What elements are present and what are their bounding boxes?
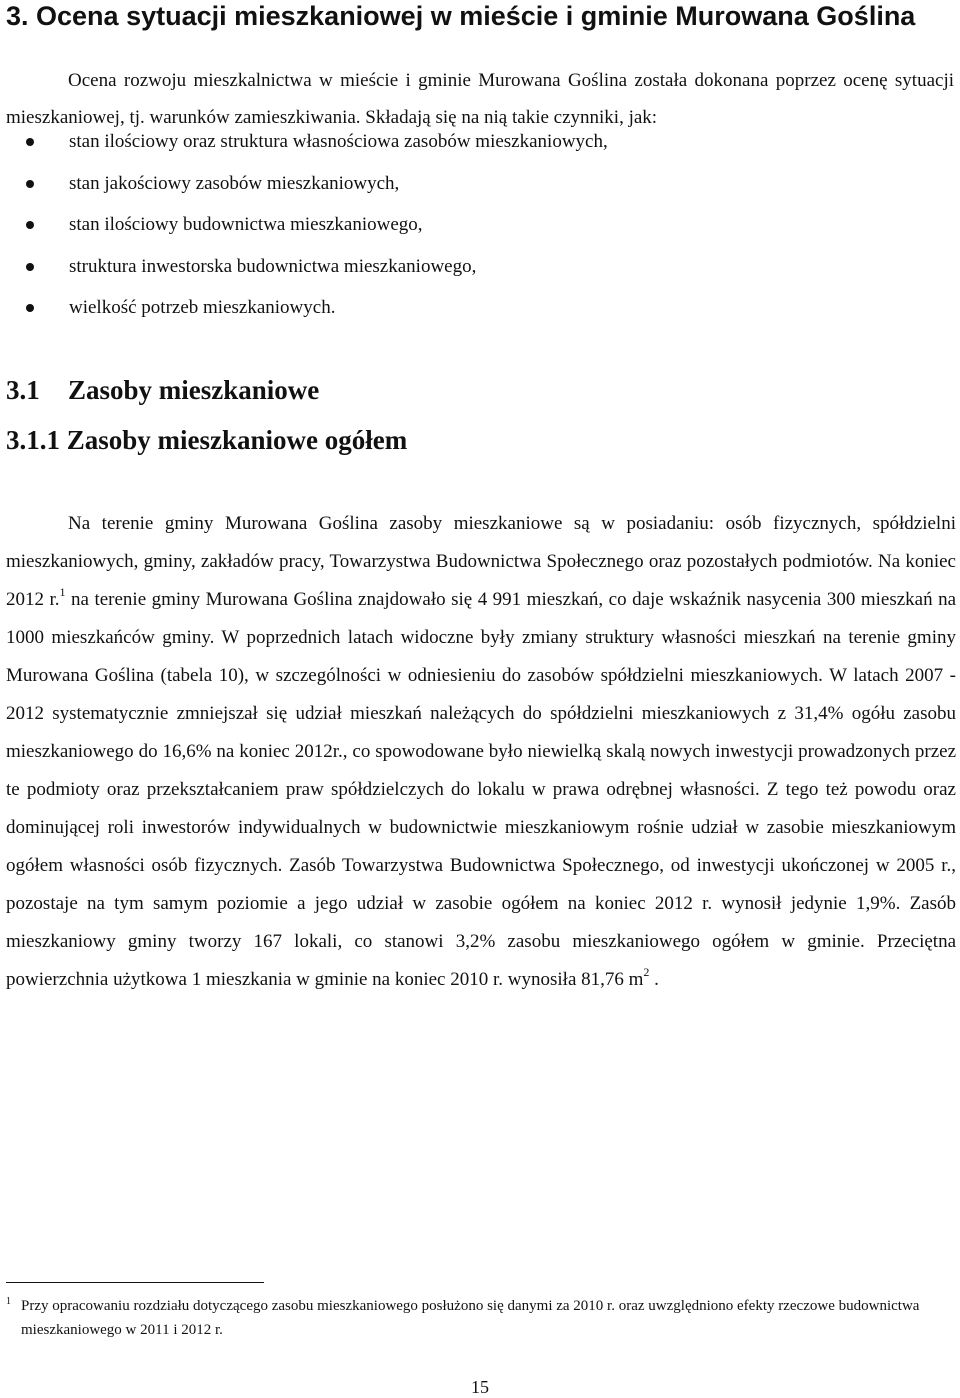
factors-list	[0, 121, 608, 329]
list-item-text: stan ilościowy budownictwa mieszkaniowego,	[69, 214, 423, 236]
body-text-part: Na terenie gminy Murowana Goślina zasoby mieszkaniowe są w posiadaniu: osób fizycznych, spółdzielni mieszkaniowych, gminy, zakładów pracy, Towarzystwa Budownictwa Społecznego oraz pozostałych podmiotów. Na koniec 2012 r.	[6, 513, 956, 610]
subsection-number: 3.1.1	[6, 425, 60, 455]
list-item	[0, 163, 608, 205]
list-item-text: struktura inwestorska budownictwa mieszkaniowego,	[69, 255, 477, 277]
subsection-title: Zasoby mieszkaniowe ogółem	[66, 425, 408, 455]
list-item	[0, 121, 608, 163]
body-text-part: na terenie gminy Murowana Goślina znajdowało się 4 991 mieszkań, co daje wskaźnik nasycenia 300 mieszkań na 1000 mieszkańców gminy. W poprzednich latach widoczne były zmiany struktury własności mieszkań na terenie gminy Murowana Goślina (tabela 10), w szczególności w odniesieniu do zasobów spółdzielni mieszkaniowych. W latach 2007 - 2012 systematycznie zmniejszał się udział mieszkań należących do spółdzielni mieszkaniowych z 31,4% ogółu zasobu mieszkaniowego do 16,6% na koniec 2012r., co spowodowane było niewielką skalą nowych inwestycji prowadzonych przez te podmioty oraz przekształcaniem praw spółdzielczych do lokalu w prawa odrębnej własności. Z tego też powodu oraz dominującej roli inwestorów indywidualnych w budownictwie mieszkaniowym rośnie udział w zasobie mieszkaniowym ogółem własności osób fizycznych. Zasób Towarzystwa Budownictwa Społecznego, od inwestycji ukończonej w 2005 r., pozostaje na tym samym poziomie a jego udział w zasobie ogółem na koniec 2012 r. wynosił jedynie 1,9%. Zasób mieszkaniowy gminy tworzy 167 lokali, co stanowi 3,2% zasobu mieszkaniowego ogółem w gminie. Przeciętna powierzchnia użytkowa 1 mieszkania w gminie na koniec 2010 r. wynosiła 81,76 m	[6, 589, 957, 990]
list-item	[0, 204, 608, 246]
body-paragraph	[6, 505, 956, 999]
bullet-icon	[26, 304, 34, 312]
list-item	[0, 287, 608, 329]
list-item-text: stan jakościowy zasobów mieszkaniowych,	[69, 172, 400, 194]
bullet-icon	[26, 221, 34, 229]
bullet-icon	[26, 138, 34, 146]
subsection-heading	[6, 422, 407, 458]
section-title: Zasoby mieszkaniowe	[68, 375, 320, 405]
footnote-divider	[6, 1282, 264, 1283]
bullet-icon	[26, 180, 34, 188]
bullet-icon	[26, 263, 34, 271]
intro-paragraph: Ocena rozwoju mieszkalnictwa w mieście i gminie Murowana Goślina została dokonana poprzez ocenę sytuacji mieszkaniowej, tj. warunków zamieszkiwania. Składają się na nią takie czynniki, jak:	[6, 70, 954, 128]
chapter-title: 3. Ocena sytuacji mieszkaniowej w mieście i gminie Murowana Goślina	[6, 1, 916, 31]
footnote: $^1$ Przy opracowaniu rozdziału dotyczącego zasobu mieszkaniowego posłużono się danymi za 2010 r. oraz uwzględniono efekty rzeczowe budownictwa mieszkaniowego w 2011 i 2012 r.	[6, 1296, 920, 1338]
section-number: 3.1	[6, 375, 40, 405]
footnote-text: Przy opracowaniu rozdziału dotyczącego zasobu mieszkaniowego posłużono się danymi za 2010 r. oraz uwzględniono efekty rzeczowe budownictwa mieszkaniowego w 2011 i 2012 r.	[21, 1298, 920, 1338]
list-item	[0, 246, 608, 288]
list-item-text: stan ilościowy oraz struktura własnościowa zasobów mieszkaniowych,	[69, 131, 608, 152]
section-heading	[6, 372, 319, 408]
footnote-reference[interactable]: 1	[59, 585, 66, 599]
page-number: 15	[471, 1377, 489, 1397]
body-text-part: .	[649, 969, 659, 990]
unit-exponent: 2	[643, 965, 650, 979]
list-item-text: wielkość potrzeb mieszkaniowych.	[69, 297, 336, 319]
